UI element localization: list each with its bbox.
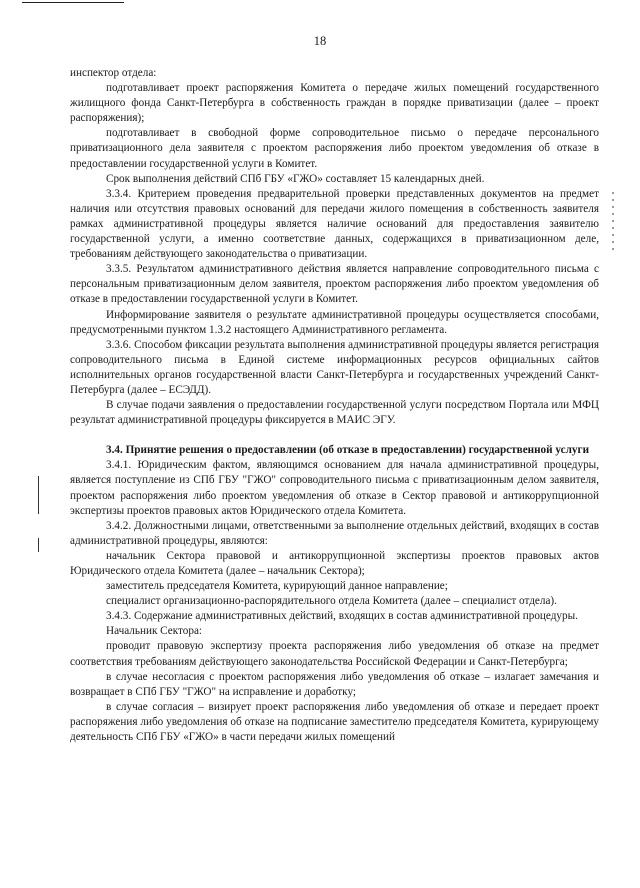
margin-mark xyxy=(38,476,39,514)
document-body xyxy=(70,66,599,745)
header-rule xyxy=(22,2,124,3)
paragraph: начальник Сектора правовой и антикоррупционной экспертизы проектов правовых актов Юридического отдела Комитета (далее – начальник Сектора); xyxy=(70,549,599,577)
paragraph: специалист организационно-распорядительного отдела Комитета (далее – специалист отдела). xyxy=(106,595,557,608)
section-heading: 3.4. Принятие решения о предоставлении (об отказе в предоставлении) государственной услуги xyxy=(106,444,590,457)
paragraph: заместитель председателя Комитета, курирующий данное направление; xyxy=(106,580,448,593)
paragraph: 3.4.3. Содержание административных действий, входящих в состав административной процедуры. xyxy=(106,610,578,623)
page-number: 18 xyxy=(313,34,327,48)
margin-mark xyxy=(38,538,39,552)
paragraph: Начальник Сектора: xyxy=(106,625,203,638)
paragraph: подготавливает проект распоряжения Комитета о передаче жилых помещений государственного жилищного фонда Санкт-Петербурга в собственность граждан в порядке приватизации (далее – проект распоряжения); xyxy=(70,82,599,125)
paragraph: проводит правовую экспертизу проекта распоряжения либо уведомления об отказе на предмет соответствия требованиям действующего законодательства Российской Федерации и Санкт-Петербурга; xyxy=(70,640,599,668)
paragraph: в случае несогласия с проектом распоряжения либо уведомления об отказе – излагает замечания и возвращает в СПб ГБУ "ГЖО" на исправление и доработку; xyxy=(70,670,599,698)
paragraph: Информирование заявителя о результате административной процедуры осуществляется способами, предусмотренными пунктом 1.3.2 настоящего Административного регламента. xyxy=(70,308,599,336)
paragraph: 3.4.1. Юридическим фактом, являющимся основанием для начала административной процедуры, является поступление из СПб ГБУ "ГЖО" сопроводительного письма с приватизационным делом заявителя, проектом распоряжения либо проектом уведомления об отказе в Сектор правовой и антикоррупционной экспертизы проектов правовых актов Юридического отдела Комитета. xyxy=(70,459,599,517)
paragraph: подготавливает в свободной форме сопроводительное письмо о передаче персонального приватизационного дела заявителя с проектом распоряжения либо проектом уведомления об отказе в предоставлении государственной услуги в Комитет. xyxy=(70,127,599,170)
paragraph: 3.3.5. Результатом административного действия является направление сопроводительного письма с персональным приватизационным делом заявителя, проектом распоряжения либо проектом уведомления об отказе в предоставлении государственной услуги в Комитет. xyxy=(70,263,599,306)
paragraph: 3.3.4. Критерием проведения предварительной проверки представленных документов на предмет наличия или отсутствия правовых оснований для передачи жилого помещения в собственность заявителя рамках административной процедуры является наличие оснований для предоставления заявителю государственной услуги, а именно соответствие данных, содержащихся в приватизационном деле, требованиям действующего законодательства о приватизации. xyxy=(70,187,599,261)
paragraph: 3.4.2. Должностными лицами, ответственными за выполнение отдельных действий, входящих в состав административной процедуры, являются: xyxy=(70,519,599,547)
paragraph: Срок выполнения действий СПб ГБУ «ГЖО» составляет 15 календарных дней. xyxy=(106,172,485,185)
paragraph: В случае подачи заявления о предоставлении государственной услуги посредством Портала или МФЦ результат административной процедуры фиксируется в МАИС ЭГУ. xyxy=(70,399,599,427)
scan-artifact xyxy=(612,192,614,250)
paragraph: инспектор отдела: xyxy=(70,67,157,79)
paragraph: 3.3.6. Способом фиксации результата выполнения административной процедуры является регистрация сопроводительного письма в Единой системе информационных ресурсов официальных сайтов исполнительных органов государственной власти Санкт-Петербурга и государственных учреждений Санкт-Петербурга (далее – ЕСЭДД). xyxy=(70,338,599,396)
paragraph: в случае согласия – визирует проект распоряжения либо уведомления об отказе и передает проект распоряжения либо уведомления об отказе на подписание заместителю председателя Комитета, курирующему деятельность СПб ГБУ «ГЖО» в части передачи жилых помещений xyxy=(70,700,599,744)
